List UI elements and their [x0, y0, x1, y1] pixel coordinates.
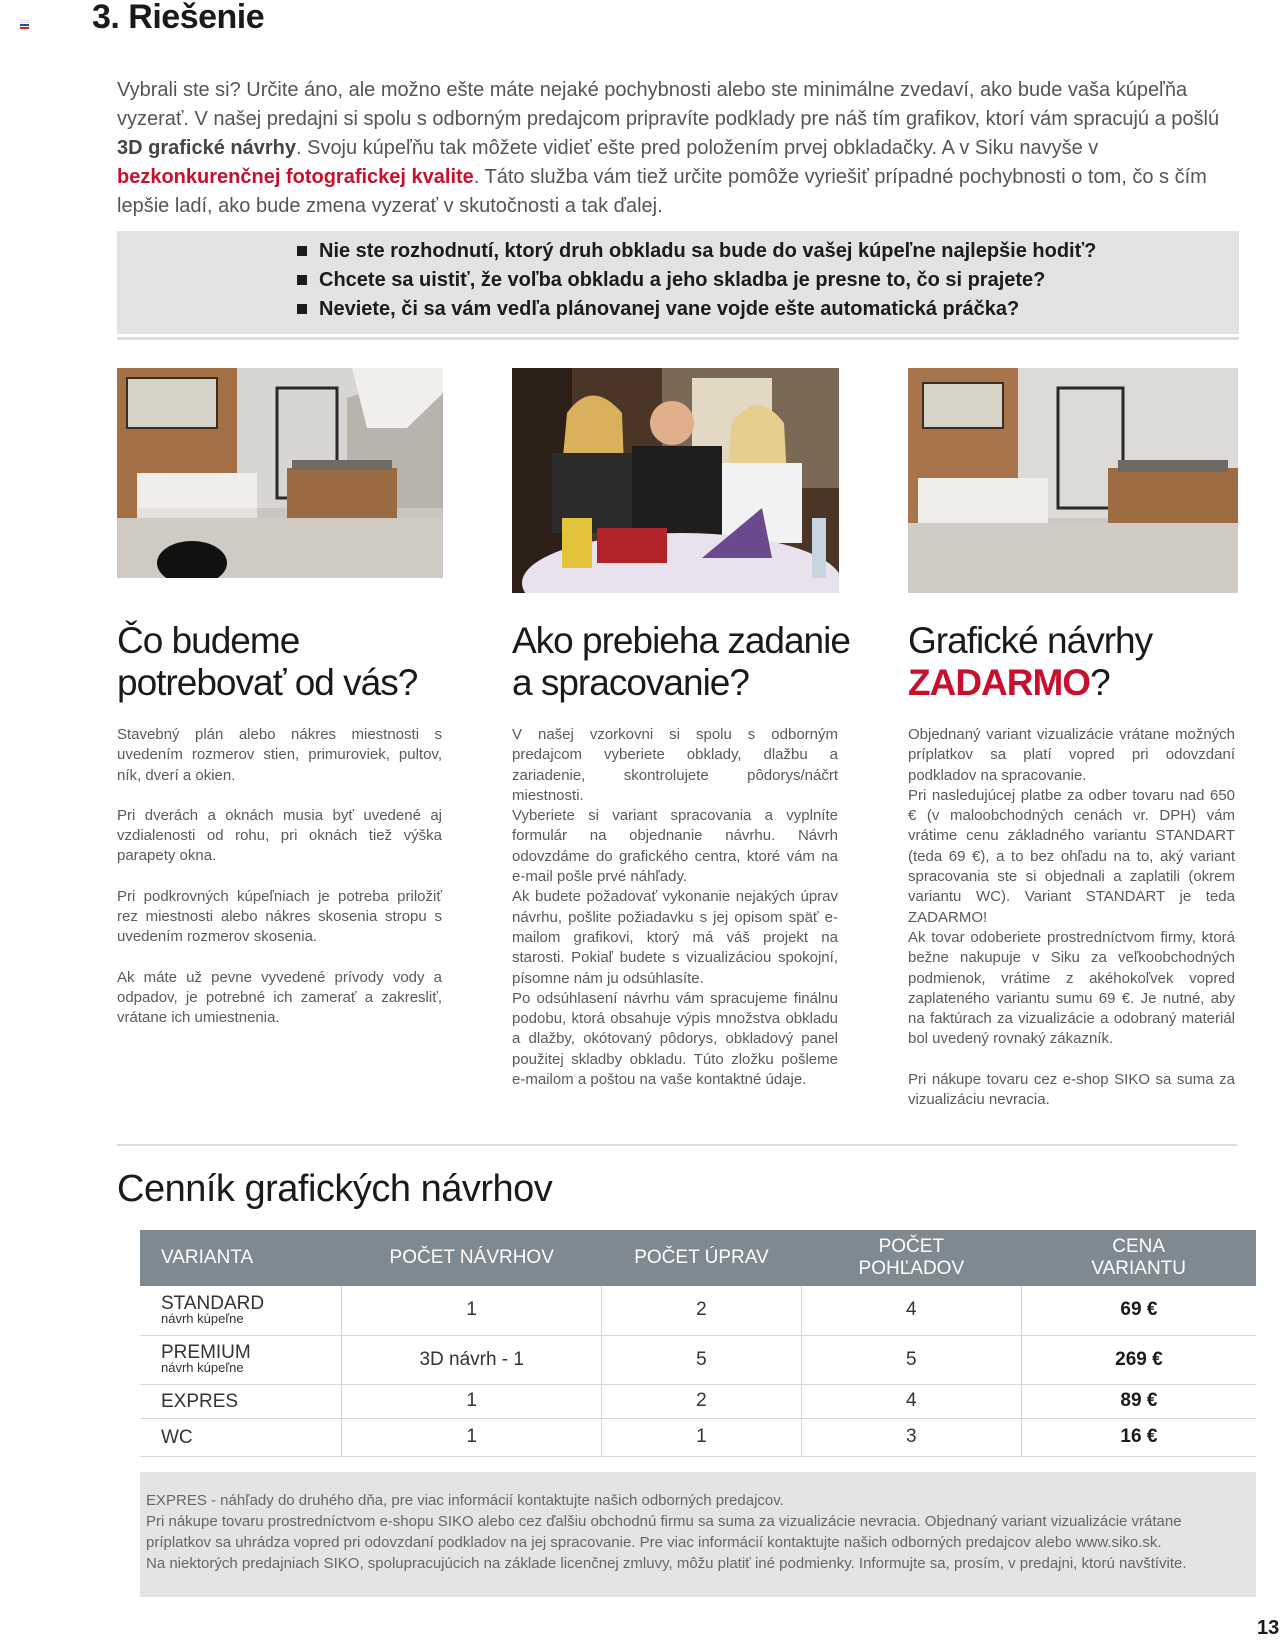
paragraph: Vyberiete si variant spracovania a vyplníte formulár na objednanie návrhu. Návrh odovzdáme do grafického centra, ktoré vám na e-mail pošle prvé náhľady. — [512, 807, 838, 886]
col3-title: Grafické návrhy ZADARMO? — [908, 620, 1153, 703]
note-text: Pri nákupe tovaru prostredníctvom e-shopu SIKO alebo cez ďalšiu obchodnú firmu sa suma za vizualizácie nevracia. Objednaný variant vizualizácie vrátane príplatkov sa uhrádza vopred pri odovzdaní podkladov na jej spracovanie. Pre viac informácií kontaktujte našich odborných predajcov alebo www.siko.sk. — [146, 1513, 1182, 1551]
edits-cell: 2 — [602, 1286, 802, 1335]
questions-list — [117, 231, 1239, 324]
paragraph: V našej vzorkovni si spolu s odborným predajcom vyberiete obklady, dlažbu a zariadenie, skontrolujete pôdorys/náčrt miestnosti. — [512, 726, 838, 804]
note-text: Na niektorých predajniach SIKO, spolupracujúcich na základe licenčnej zmluvy, môžu platiť iné podmienky. Informujte sa, prosím, v predajni, ktorú navštívite. — [146, 1555, 1187, 1572]
paragraph: Ak budete požadovať vykonanie nejakých úprav návrhu, pošlite požiadavku s jej opisom späť e-mailom grafikovi, ktorý má váš projekt na starosti. Pokiaľ budete s vizualizáciou spokojní, písomne nám ju odsúhlasíte. — [512, 888, 838, 987]
table-row — [140, 1384, 1256, 1418]
paragraph: Pri podkrovných kúpeľniach je potreba priložiť rez miestnosti alebo nákres skosenia stropu s uvedením rozmerov skosenia. — [117, 887, 442, 946]
square-bullet-icon — [297, 246, 307, 256]
col1-text — [117, 725, 442, 1049]
notes-box — [140, 1472, 1256, 1597]
views-cell: 4 — [801, 1286, 1021, 1335]
price-cell: 269 € — [1021, 1335, 1256, 1384]
paragraph: Objednaný variant vizualizácie vrátane možných príplatkov sa platí vopred pri odovzdaní podkladov na spracovanie. — [908, 726, 1235, 784]
paragraph: Pri nákupe tovaru cez e-shop SIKO sa suma za vizualizáciu nevracia. — [908, 1070, 1235, 1109]
header-variant: VARIANTA — [140, 1230, 342, 1286]
edits-cell: 1 — [602, 1418, 802, 1456]
header-price: CENA VARIANTU — [1021, 1230, 1256, 1286]
price-cell: 16 € — [1021, 1418, 1256, 1456]
views-cell: 5 — [801, 1335, 1021, 1384]
header-designs: POČET NÁVRHOV — [342, 1230, 602, 1286]
paragraph: Stavebný plán alebo nákres miestnosti s uvedením rozmerov stien, primuroviek, pultov, ník, dverí a okien. — [117, 726, 442, 784]
variant-cell: WC — [140, 1418, 342, 1456]
price-cell: 69 € — [1021, 1286, 1256, 1335]
intro-paragraph: Vybrali ste si? Určite áno, ale možno ešte máte nejaké pochybnosti alebo ste minimálne zvedaví, ako bude vaša kúpeľňa vyzerať. V našej predajni si spolu s odborným predajcom pripravíte podklady pre náš tím grafikov, ktorí vám spracujú a pošlú 3D grafické návrhy. Svoju kúpeľňu tak môžete vidieť ešte pred položením prvej obkladačky. A v Siku navyše v bezkonkurenčnej fotografickej kvalite. Táto služba vám tiež určite pomôže vyriešiť prípadné pochybnosti o tom, čo s čím lepšie ladí, ako bude zmena vyzerať v skutočnosti a tak ďalej. — [117, 79, 1220, 217]
question-item: Nie ste rozhodnutí, ktorý druh obkladu sa bude do vašej kúpeľne najlepšie hodiť? — [297, 237, 1239, 266]
table-row — [140, 1286, 1256, 1335]
edits-cell: 2 — [602, 1384, 802, 1418]
questions-box — [117, 231, 1239, 334]
bathroom-photo-1 — [117, 368, 443, 578]
price-cell: 89 € — [1021, 1384, 1256, 1418]
views-cell: 3 — [801, 1418, 1021, 1456]
question-item: Neviete, či sa vám vedľa plánovanej vane vojde ešte automatická práčka? — [297, 295, 1239, 324]
pricing-table — [140, 1230, 1256, 1457]
divider — [117, 337, 1239, 340]
col2-text — [512, 725, 838, 1090]
variant-cell: EXPRES — [140, 1384, 342, 1418]
divider — [117, 1144, 1237, 1146]
square-bullet-icon — [297, 304, 307, 314]
paragraph: Ak máte už pevne vyvedené prívody vody a odpadov, je potrebné ich zamerať a zakresliť, vrátane ich umiestnenia. — [117, 968, 442, 1027]
section-title: 3. Riešenie — [92, 0, 265, 36]
col3-text — [908, 725, 1235, 1130]
note-text: EXPRES - náhľady do druhého dňa, pre viac informácií kontaktujte našich odborných predajcov. — [146, 1492, 784, 1509]
paragraph: Pri dverách a oknách musia byť uvedené aj vzdialenosti od rohu, pri oknách tiež výška parapety okna. — [117, 806, 442, 865]
pricing-title: Cenník grafických návrhov — [117, 1168, 553, 1210]
page-number: 13 — [1257, 1617, 1280, 1639]
paragraph: Po odsúhlasení návrhu vám spracujeme finálnu podobu, ktorá obsahuje výpis množstva obkladu a dlažby, okótovaný pôdorys, obkladový panel použitej skladby obkladu. Túto zložku pošleme e-mailom a poštou na vaše kontaktné údaje. — [512, 989, 838, 1089]
edits-cell: 5 — [602, 1335, 802, 1384]
table-row — [140, 1418, 1256, 1456]
designs-cell: 1 — [342, 1286, 602, 1335]
flag-icon — [20, 20, 29, 27]
views-cell: 4 — [801, 1384, 1021, 1418]
consultation-photo — [512, 368, 839, 593]
col2-title: Ako prebieha zadanie a spracovanie? — [512, 620, 850, 703]
header-views: POČET POHĽADOV — [801, 1230, 1021, 1286]
variant-cell: STANDARD návrh kúpeľne — [140, 1286, 342, 1335]
bathroom-photo-2 — [908, 368, 1238, 593]
table-row — [140, 1335, 1256, 1384]
table-header-row — [140, 1230, 1256, 1286]
designs-cell: 1 — [342, 1384, 602, 1418]
designs-cell: 3D návrh - 1 — [342, 1335, 602, 1384]
question-item: Chcete sa uistiť, že voľba obkladu a jeho skladba je presne to, čo si prajete? — [297, 266, 1239, 295]
designs-cell: 1 — [342, 1418, 602, 1456]
paragraph: Ak tovar odoberiete prostredníctvom firmy, ktorá bežne nakupuje v Siku za veľkoobchodných podmienok, vrátime z akéhokoľvek vopred zaplateného variantu sumu 69 €. Je nutné, aby na faktúrach za vizualizácie a odobraný materiál bol uvedený rovnaký zákazník. — [908, 928, 1235, 1048]
header-edits: POČET ÚPRAV — [602, 1230, 802, 1286]
square-bullet-icon — [297, 275, 307, 285]
paragraph: Pri nasledujúcej platbe za odber tovaru nad 650 € (v maloobchodných cenách vr. DPH) vám vrátime cenu základného variantu STANDART (teda 69 €), a to bez ohľadu na to, aký variant spracovania ste si objednali a zaplatili (okrem variantu WC). Variant STANDART je teda ZADARMO! — [908, 786, 1235, 926]
col1-title: Čo budeme potrebovať od vás? — [117, 620, 418, 703]
variant-cell: PREMIUM návrh kúpeľne — [140, 1335, 342, 1384]
